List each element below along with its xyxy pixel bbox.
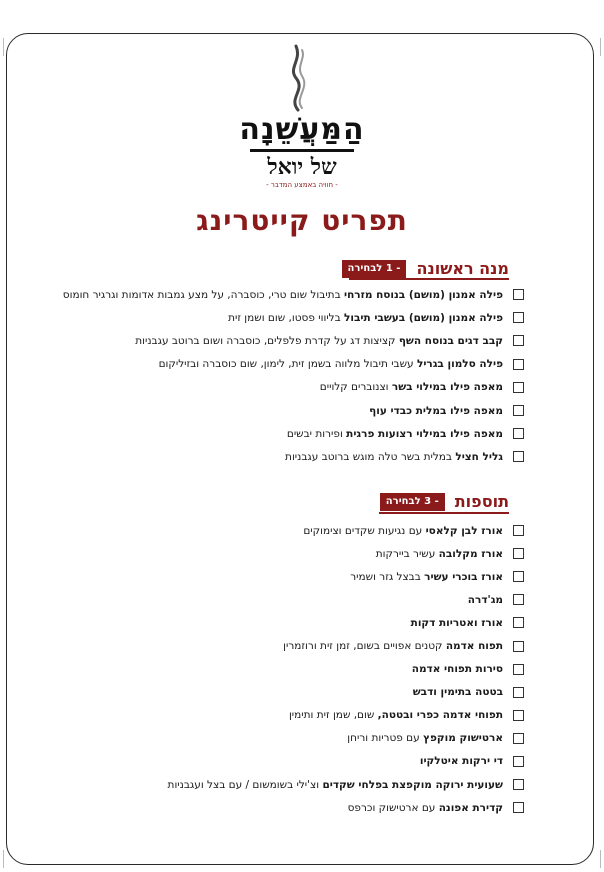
checkbox[interactable]: [513, 382, 524, 393]
list-item[interactable]: [168, 796, 524, 819]
checkbox[interactable]: [513, 548, 524, 559]
list-item[interactable]: [168, 542, 524, 565]
section-badge: - 3 לבחירה: [380, 493, 445, 511]
checkbox[interactable]: [513, 779, 524, 790]
item-name: די ירקות איטלקיו: [419, 755, 503, 768]
list-item[interactable]: [63, 445, 524, 468]
logo-tagline: - חוויה באמצע המדבר -: [266, 181, 338, 189]
item-name: אורז מקלובה: [438, 547, 503, 560]
logo-divider: [250, 149, 354, 152]
logo-name: הַמַּעֲשֵׁנָה: [239, 112, 365, 147]
item-description: עשיר ביירקות: [375, 547, 439, 560]
sides-list: [168, 519, 524, 819]
item-name: ארטישוק מוקפץ: [423, 732, 503, 745]
list-item[interactable]: [63, 283, 524, 306]
list-item[interactable]: [63, 422, 524, 445]
item-name: אורז לבן קלאסי: [425, 524, 503, 537]
item-name: גליל חציל: [455, 450, 503, 463]
section-badge: - 1 לבחירה: [342, 260, 407, 278]
list-item[interactable]: [63, 306, 524, 329]
item-name: תפוח אדמה: [445, 640, 503, 653]
list-item[interactable]: [168, 565, 524, 588]
checkbox[interactable]: [513, 312, 524, 323]
checkbox[interactable]: [513, 617, 524, 628]
item-description: עם נגיעות שקדים וצימוקים: [303, 524, 426, 537]
checkbox[interactable]: [513, 571, 524, 582]
list-item[interactable]: [63, 329, 524, 352]
item-name: קבב דגים בנוסח השף: [398, 334, 503, 347]
item-name: אורז ואטריות דקות: [410, 616, 503, 629]
item-description: במלית בשר טלה מוגש ברוטב עגבניות: [285, 450, 456, 463]
checkbox[interactable]: [513, 525, 524, 536]
section-header-starters: [342, 258, 510, 280]
section-title: תוספות: [454, 492, 509, 511]
list-item[interactable]: [168, 773, 524, 796]
list-item[interactable]: [63, 376, 524, 399]
list-item[interactable]: [168, 681, 524, 704]
page-title: תפריט קייטרינג: [196, 204, 408, 237]
item-name: סירות תפוחי אדמה: [411, 663, 503, 676]
list-item[interactable]: [168, 658, 524, 681]
checkbox[interactable]: [513, 664, 524, 675]
list-item[interactable]: [168, 704, 524, 727]
list-item[interactable]: [168, 611, 524, 634]
checkbox[interactable]: [513, 405, 524, 416]
item-name: בטטה בתימין ודבש: [412, 686, 503, 699]
checkbox[interactable]: [513, 687, 524, 698]
checkbox[interactable]: [513, 359, 524, 370]
checkbox[interactable]: [513, 594, 524, 605]
item-description: וצנוברים קלויים: [319, 381, 392, 394]
smoke-icon: [282, 42, 312, 112]
list-item[interactable]: [63, 353, 524, 376]
item-name: מג'דרה: [467, 593, 503, 606]
list-item[interactable]: [168, 634, 524, 657]
starters-list: [63, 283, 524, 469]
item-description: ופירות יבשים: [286, 427, 347, 440]
list-item[interactable]: [168, 727, 524, 750]
item-description: בליווי פסטו, שום ושמן זית: [228, 311, 345, 324]
logo-subname: של יואל: [267, 154, 337, 180]
section-underline: [379, 512, 509, 514]
item-description: קציצות דג על קדרת פלפלים, כוסברה ושום ברוטב עגבניות: [135, 334, 399, 347]
item-name: תפוחי אדמה כפרי ובטטה,: [377, 709, 503, 722]
item-name: שעועית ירוקה מוקפצת בפלחי שקדים: [322, 778, 503, 791]
checkbox[interactable]: [513, 756, 524, 767]
item-description: שום, שמן זית ותימין: [288, 709, 378, 722]
item-name: מאפה פילו במלית כבדי עוף: [369, 404, 503, 417]
item-name: אורז בוכרי עשיר: [424, 570, 503, 583]
checkbox[interactable]: [513, 710, 524, 721]
section-title: מנה ראשונה: [416, 259, 509, 278]
checkbox[interactable]: [513, 335, 524, 346]
checkbox[interactable]: [513, 428, 524, 439]
logo: [0, 42, 604, 192]
checkbox[interactable]: [513, 451, 524, 462]
item-description: בתיבול שום טרי, כוסברה, על מצע גמבות אדומות וגרגיר חומוס: [62, 288, 344, 301]
item-name: פילה אמנון (מושם) בנוסח מזרחי: [343, 288, 503, 301]
item-description: עם פטריות וריחן: [347, 732, 424, 745]
list-item[interactable]: [63, 399, 524, 422]
section-underline: [349, 278, 509, 280]
item-description: קטנים אפויים בשום, זמן זית ורוזמרין: [283, 640, 446, 653]
item-description: בבצל גזר ושמיר: [350, 570, 425, 583]
list-item[interactable]: [168, 588, 524, 611]
crop-mark: [600, 850, 601, 868]
crop-mark: [3, 850, 4, 868]
checkbox[interactable]: [513, 289, 524, 300]
item-name: מאפה פילו במילוי רצועות פרגית: [346, 427, 503, 440]
item-name: פילה אמנון (מושם) בעשבי תיבול: [344, 311, 503, 324]
item-name: פילה סלמון בגריל: [416, 358, 503, 371]
item-description: עם ארטישוק וכרפס: [347, 801, 439, 814]
list-item[interactable]: [168, 519, 524, 542]
section-header-sides: [380, 491, 509, 513]
checkbox[interactable]: [513, 641, 524, 652]
item-description: עשבי תיבול מלווה בשמן זית, לימון, שום כוסברה ובזיליקום: [158, 358, 417, 371]
item-description: וצ'ילי בשומשום / עם בצל ועגבניות: [167, 778, 323, 791]
checkbox[interactable]: [513, 802, 524, 813]
list-item[interactable]: [168, 750, 524, 773]
checkbox[interactable]: [513, 733, 524, 744]
item-name: מאפה פילו במילוי בשר: [391, 381, 503, 394]
item-name: קדירת אפונה: [438, 801, 503, 814]
